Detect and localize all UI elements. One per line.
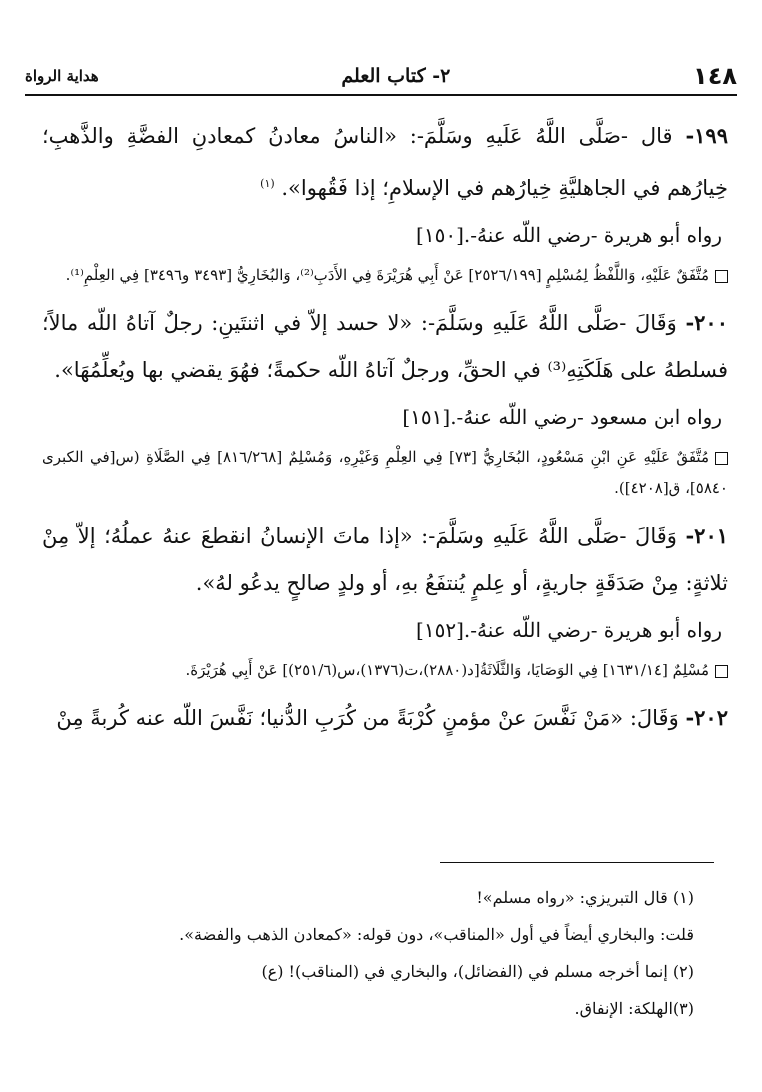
main-text [42, 112, 728, 742]
hadith-text: وَقَالَ: «مَنْ نَفَّسَ عنْ مؤمنٍ كُرْبَةً من كُرَبِ الدُّنيا؛ نَفَّسَ اللّه عنه كُربةً مِنْ [56, 706, 679, 730]
hadith-202 [42, 694, 728, 742]
footnotes [42, 886, 694, 1034]
footnote-1-comment: قلت: والبخاري أيضاً في أول «المناقب»، دون قوله: «كمعادن الذهب والفضة». [179, 925, 694, 944]
footnote-divider [440, 862, 714, 863]
hadith-number: ٢٠١- [685, 523, 729, 548]
chapter-title: ٢- كتاب العلم [341, 65, 451, 87]
hadith-text: وَقَالَ -صَلَّى اللَّهُ عَلَيهِ وسَلَّمَ-: «إذا ماتَ الإنسانُ انقطعَ عنهُ عملُهُ؛ إلاّ مِنْ ثلاثةٍ: مِنْ صَدَقَةٍ جاريةٍ، أو عِلمٍ يُنتفَعُ بهِ، أو ولدٍ صالحٍ يدعُو لهُ». [42, 524, 728, 595]
source-note [42, 260, 728, 291]
box-icon [715, 452, 728, 465]
source-note [42, 655, 728, 686]
hadith-number: ١٩٩- [685, 123, 728, 148]
narrator-line: رواه أبو هريرة -رضي اللّه عنهُ-.[١٥٢] [416, 618, 722, 642]
footnote-1: (١) قال التبريزي: «رواه مسلم»! [476, 888, 694, 907]
footnote-3: (٣)الهلكة: الإنفاق. [574, 999, 694, 1018]
footnote-2: (٢) إنما أخرجه مسلم في (الفضائل)، والبخاري في (المناقب)! (ع) [261, 962, 694, 981]
narrator-line: رواه ابن مسعود -رضي اللّه عنهُ-.[١٥١] [402, 405, 722, 429]
hadith-number: ٢٠٠- [685, 310, 728, 335]
source-text: مُتَّفَقٌ عَلَيْهِ عَنِ ابْنِ مَسْعُودٍ، البُخَارِيُّ [٧٣] فِي العِلْمِ وَغَيْرِهِ، وَمُسْلِمٌ [٨١٦/٢٦٨] فِي الصَّلَاةِ (س[في الكبرى ٥٨٤٠]، ق[٤٢٠٨]). [42, 448, 728, 497]
narrator-line: رواه أبو هريرة -رضي اللّه عنهُ-.[١٥٠] [416, 223, 722, 247]
box-icon [715, 270, 728, 283]
hadith-201 [42, 512, 728, 607]
footnote-marker: (١) [260, 177, 275, 190]
hadith-199 [42, 112, 728, 212]
hadith-text: قال -صَلَّى اللَّهُ عَلَيهِ وسَلَّمَ-: «الناسُ معادنُ كمعادنِ الفضَّةِ والذَّهبِ؛ خِيارُهم في الجاهليَّةِ خِيارُهم في الإسلامِ؛ إذا فَقُهوا». [42, 124, 728, 200]
source-text: مُسْلِمٌ [١٦٣١/١٤] فِي الوَصَايَا، وَالثَّلَاثَةُ[د(٢٨٨٠)،ت(١٣٧٦)،س(٢٥١/٦)] عَنْ أَبِي هُرَيْرَةَ. [185, 661, 709, 679]
source-text: مُتَّفَقٌ عَلَيْهِ، وَاللَّفْظُ لِمُسْلِمٍ [٢٥٢٦/١٩٩] عَنْ أَبِي هُرَيْرَةَ فِي الأَدَبِ⁽²⁾، وَالبُخَارِيُّ [٣٤٩٣ و٣٤٩٦] فِي العِلْمِ⁽¹⁾. [65, 266, 709, 284]
page-number: ١٤٨ [693, 62, 737, 90]
hadith-text: وَقَالَ -صَلَّى اللَّهُ عَلَيهِ وسَلَّمَ-: «لا حسد إلاّ في اثنتَينِ: رجلٌ آتاهُ اللّه مالاً؛ فسلطهُ على هَلَكَتِهِ⁽³⁾ في الحقِّ، ورجلٌ آتاهُ اللّه حكمةً؛ فهُوَ يقضي بها ويُعلِّمُهَا». [42, 311, 728, 382]
page-header [25, 58, 737, 96]
hadith-200 [42, 299, 728, 394]
hadith-number: ٢٠٢- [685, 705, 728, 730]
source-note [42, 442, 728, 504]
box-icon [715, 665, 728, 678]
book-title: هداية الرواة [25, 67, 99, 85]
